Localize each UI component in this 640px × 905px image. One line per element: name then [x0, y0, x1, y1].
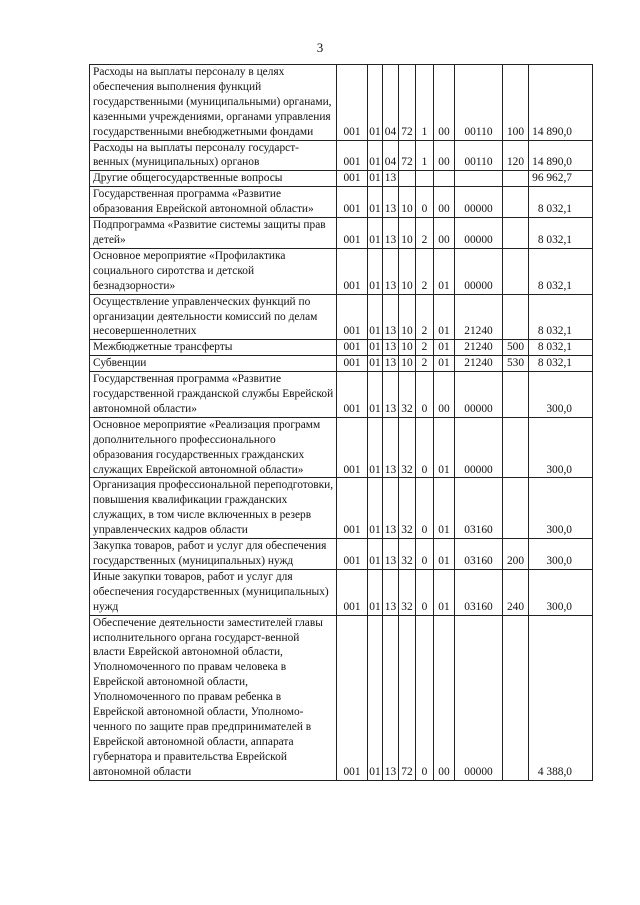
cell-target-program: 32 — [399, 539, 416, 570]
row-name: Субвенции — [90, 356, 337, 372]
cell-target-direction — [455, 171, 503, 187]
cell-target-direction: 03160 — [455, 478, 503, 539]
cell-target-event: 00 — [434, 140, 455, 171]
cell-amount: 96 962,7 — [529, 171, 593, 187]
cell-target-event: 01 — [434, 539, 455, 570]
cell-podrazdel: 13 — [383, 539, 399, 570]
cell-amount: 300,0 — [529, 417, 593, 478]
cell-razdel: 01 — [368, 372, 383, 418]
cell-target-event: 01 — [434, 294, 455, 340]
cell-target-event: 01 — [434, 569, 455, 615]
cell-target-subprogram: 2 — [416, 294, 434, 340]
cell-podrazdel: 13 — [383, 248, 399, 294]
cell-target-event: 01 — [434, 478, 455, 539]
cell-amount: 8 032,1 — [529, 187, 593, 218]
table-row — [90, 417, 593, 478]
cell-expense-type: 240 — [503, 569, 529, 615]
cell-razdel: 01 — [368, 171, 383, 187]
cell-target-program: 10 — [399, 340, 416, 356]
cell-target-program — [399, 171, 416, 187]
row-name: Основное мероприятие «Профилактика социального сиротства и детской безнадзорности» — [90, 248, 337, 294]
cell-razdel: 01 — [368, 340, 383, 356]
cell-target-program: 10 — [399, 248, 416, 294]
cell-expense-type — [503, 248, 529, 294]
cell-podrazdel: 13 — [383, 569, 399, 615]
cell-target-direction: 00000 — [455, 372, 503, 418]
cell-target-event: 01 — [434, 248, 455, 294]
row-name: Другие общегосударственные вопросы — [90, 171, 337, 187]
cell-grbs: 001 — [337, 615, 368, 780]
cell-grbs: 001 — [337, 539, 368, 570]
cell-amount: 300,0 — [529, 478, 593, 539]
row-name: Иные закупки товаров, работ и услуг для обеспечения государственных (муниципальных) нужд — [90, 569, 337, 615]
cell-razdel: 01 — [368, 539, 383, 570]
cell-expense-type: 530 — [503, 356, 529, 372]
cell-target-direction: 00110 — [455, 140, 503, 171]
cell-expense-type: 100 — [503, 65, 529, 141]
row-name: Межбюджетные трансферты — [90, 340, 337, 356]
cell-target-direction: 00000 — [455, 615, 503, 780]
page-number: 3 — [316, 40, 324, 55]
cell-grbs: 001 — [337, 478, 368, 539]
cell-podrazdel: 13 — [383, 372, 399, 418]
cell-razdel: 01 — [368, 187, 383, 218]
cell-target-program: 10 — [399, 218, 416, 249]
cell-target-subprogram: 0 — [416, 187, 434, 218]
cell-podrazdel: 13 — [383, 340, 399, 356]
cell-podrazdel: 04 — [383, 65, 399, 141]
cell-podrazdel: 13 — [383, 218, 399, 249]
row-name: Закупка товаров, работ и услуг для обеспечения государственных (муниципальных) нужд — [90, 539, 337, 570]
row-name: Организация профессиональной переподготовки, повышения квалификации гражданских служащих, в том числе включенных в резерв управленческих кадров области — [90, 478, 337, 539]
cell-target-subprogram: 0 — [416, 478, 434, 539]
table-row — [90, 171, 593, 187]
cell-target-subprogram: 0 — [416, 615, 434, 780]
cell-expense-type — [503, 294, 529, 340]
cell-target-event: 00 — [434, 187, 455, 218]
cell-razdel: 01 — [368, 417, 383, 478]
cell-podrazdel: 13 — [383, 356, 399, 372]
cell-podrazdel: 13 — [383, 615, 399, 780]
cell-target-subprogram: 1 — [416, 65, 434, 141]
cell-target-program: 32 — [399, 478, 416, 539]
cell-amount: 300,0 — [529, 569, 593, 615]
cell-amount: 14 890,0 — [529, 140, 593, 171]
cell-target-subprogram: 2 — [416, 340, 434, 356]
row-name: Расходы на выплаты персоналу в целях обеспечения выполнения функций государственными (муниципальными) органами, казенными учреждениями, органами управления государственными внебюджетными фондами — [90, 65, 337, 141]
cell-target-subprogram: 0 — [416, 539, 434, 570]
cell-grbs: 001 — [337, 171, 368, 187]
cell-target-subprogram: 2 — [416, 356, 434, 372]
cell-target-program: 32 — [399, 372, 416, 418]
cell-expense-type — [503, 187, 529, 218]
table-row — [90, 294, 593, 340]
cell-grbs: 001 — [337, 356, 368, 372]
cell-target-subprogram: 0 — [416, 417, 434, 478]
cell-target-direction: 21240 — [455, 340, 503, 356]
cell-razdel: 01 — [368, 569, 383, 615]
cell-target-program: 72 — [399, 615, 416, 780]
cell-target-subprogram: 0 — [416, 372, 434, 418]
cell-target-event: 01 — [434, 356, 455, 372]
cell-razdel: 01 — [368, 294, 383, 340]
cell-podrazdel: 13 — [383, 187, 399, 218]
cell-amount: 8 032,1 — [529, 340, 593, 356]
cell-target-program: 72 — [399, 140, 416, 171]
cell-grbs: 001 — [337, 218, 368, 249]
cell-expense-type — [503, 478, 529, 539]
cell-expense-type — [503, 615, 529, 780]
table-row — [90, 140, 593, 171]
cell-target-program: 10 — [399, 356, 416, 372]
cell-expense-type — [503, 171, 529, 187]
cell-amount: 8 032,1 — [529, 294, 593, 340]
cell-expense-type: 120 — [503, 140, 529, 171]
cell-razdel: 01 — [368, 65, 383, 141]
cell-target-event: 00 — [434, 615, 455, 780]
cell-target-subprogram: 0 — [416, 569, 434, 615]
table-row — [90, 539, 593, 570]
cell-target-direction: 00000 — [455, 417, 503, 478]
cell-target-event: 01 — [434, 340, 455, 356]
cell-target-direction: 21240 — [455, 294, 503, 340]
cell-podrazdel: 13 — [383, 294, 399, 340]
cell-razdel: 01 — [368, 356, 383, 372]
cell-target-subprogram: 1 — [416, 140, 434, 171]
table-row — [90, 248, 593, 294]
cell-target-direction: 03160 — [455, 569, 503, 615]
cell-grbs: 001 — [337, 294, 368, 340]
cell-target-subprogram — [416, 171, 434, 187]
cell-target-program: 32 — [399, 569, 416, 615]
table-row — [90, 187, 593, 218]
cell-expense-type — [503, 417, 529, 478]
cell-grbs: 001 — [337, 340, 368, 356]
table-row — [90, 615, 593, 780]
table-row — [90, 218, 593, 249]
cell-expense-type — [503, 372, 529, 418]
cell-target-direction: 21240 — [455, 356, 503, 372]
row-name: Подпрограмма «Развитие системы защиты прав детей» — [90, 218, 337, 249]
cell-expense-type: 500 — [503, 340, 529, 356]
cell-podrazdel: 13 — [383, 171, 399, 187]
cell-target-direction: 00110 — [455, 65, 503, 141]
budget-table — [89, 64, 593, 781]
cell-grbs: 001 — [337, 65, 368, 141]
cell-razdel: 01 — [368, 248, 383, 294]
cell-podrazdel: 13 — [383, 417, 399, 478]
cell-target-direction: 00000 — [455, 248, 503, 294]
cell-expense-type — [503, 218, 529, 249]
row-name: Государственная программа «Развитие государственной гражданской службы Еврейской автономной области» — [90, 372, 337, 418]
cell-grbs: 001 — [337, 140, 368, 171]
table-row — [90, 340, 593, 356]
table-row — [90, 65, 593, 141]
table-row — [90, 356, 593, 372]
cell-amount: 4 388,0 — [529, 615, 593, 780]
row-name: Основное мероприятие «Реализация программ дополнительного профессионального образования государственных гражданских служащих Еврейской автономной области» — [90, 417, 337, 478]
table-row — [90, 478, 593, 539]
cell-target-program: 72 — [399, 65, 416, 141]
row-name: Государственная программа «Развитие образования Еврейской автономной области» — [90, 187, 337, 218]
cell-podrazdel: 13 — [383, 478, 399, 539]
cell-amount: 8 032,1 — [529, 218, 593, 249]
cell-expense-type: 200 — [503, 539, 529, 570]
cell-target-program: 10 — [399, 294, 416, 340]
cell-grbs: 001 — [337, 417, 368, 478]
cell-target-direction: 03160 — [455, 539, 503, 570]
cell-target-direction: 00000 — [455, 187, 503, 218]
cell-target-event: 00 — [434, 372, 455, 418]
cell-target-direction: 00000 — [455, 218, 503, 249]
cell-target-subprogram: 2 — [416, 248, 434, 294]
table-row — [90, 569, 593, 615]
budget-table-body — [90, 65, 593, 781]
table-row — [90, 372, 593, 418]
cell-razdel: 01 — [368, 218, 383, 249]
row-name: Обеспечение деятельности заместителей главы исполнительного органа государст-венной власти Еврейской автономной области, Уполномоченного по правам человека в Еврейской автономной области, Уполномоченного по правам ребенка в Еврейской автономной области, Уполномо-ченного по защите прав предпринимателей в Еврейской автономной области, аппарата губернатора и правительства Еврейской автономной области — [90, 615, 337, 780]
cell-amount: 14 890,0 — [529, 65, 593, 141]
row-name: Расходы на выплаты персоналу государст-венных (муниципальных) органов — [90, 140, 337, 171]
cell-grbs: 001 — [337, 187, 368, 218]
cell-target-event — [434, 171, 455, 187]
cell-grbs: 001 — [337, 248, 368, 294]
cell-target-event: 00 — [434, 65, 455, 141]
cell-amount: 300,0 — [529, 539, 593, 570]
cell-razdel: 01 — [368, 615, 383, 780]
cell-podrazdel: 04 — [383, 140, 399, 171]
cell-amount: 300,0 — [529, 372, 593, 418]
cell-target-program: 10 — [399, 187, 416, 218]
cell-amount: 8 032,1 — [529, 248, 593, 294]
cell-grbs: 001 — [337, 569, 368, 615]
cell-razdel: 01 — [368, 478, 383, 539]
cell-razdel: 01 — [368, 140, 383, 171]
cell-target-subprogram: 2 — [416, 218, 434, 249]
cell-target-program: 32 — [399, 417, 416, 478]
cell-grbs: 001 — [337, 372, 368, 418]
cell-target-event: 01 — [434, 417, 455, 478]
cell-target-event: 00 — [434, 218, 455, 249]
row-name: Осуществление управленческих функций по организации деятельности комиссий по делам несовершеннолетних — [90, 294, 337, 340]
cell-amount: 8 032,1 — [529, 356, 593, 372]
